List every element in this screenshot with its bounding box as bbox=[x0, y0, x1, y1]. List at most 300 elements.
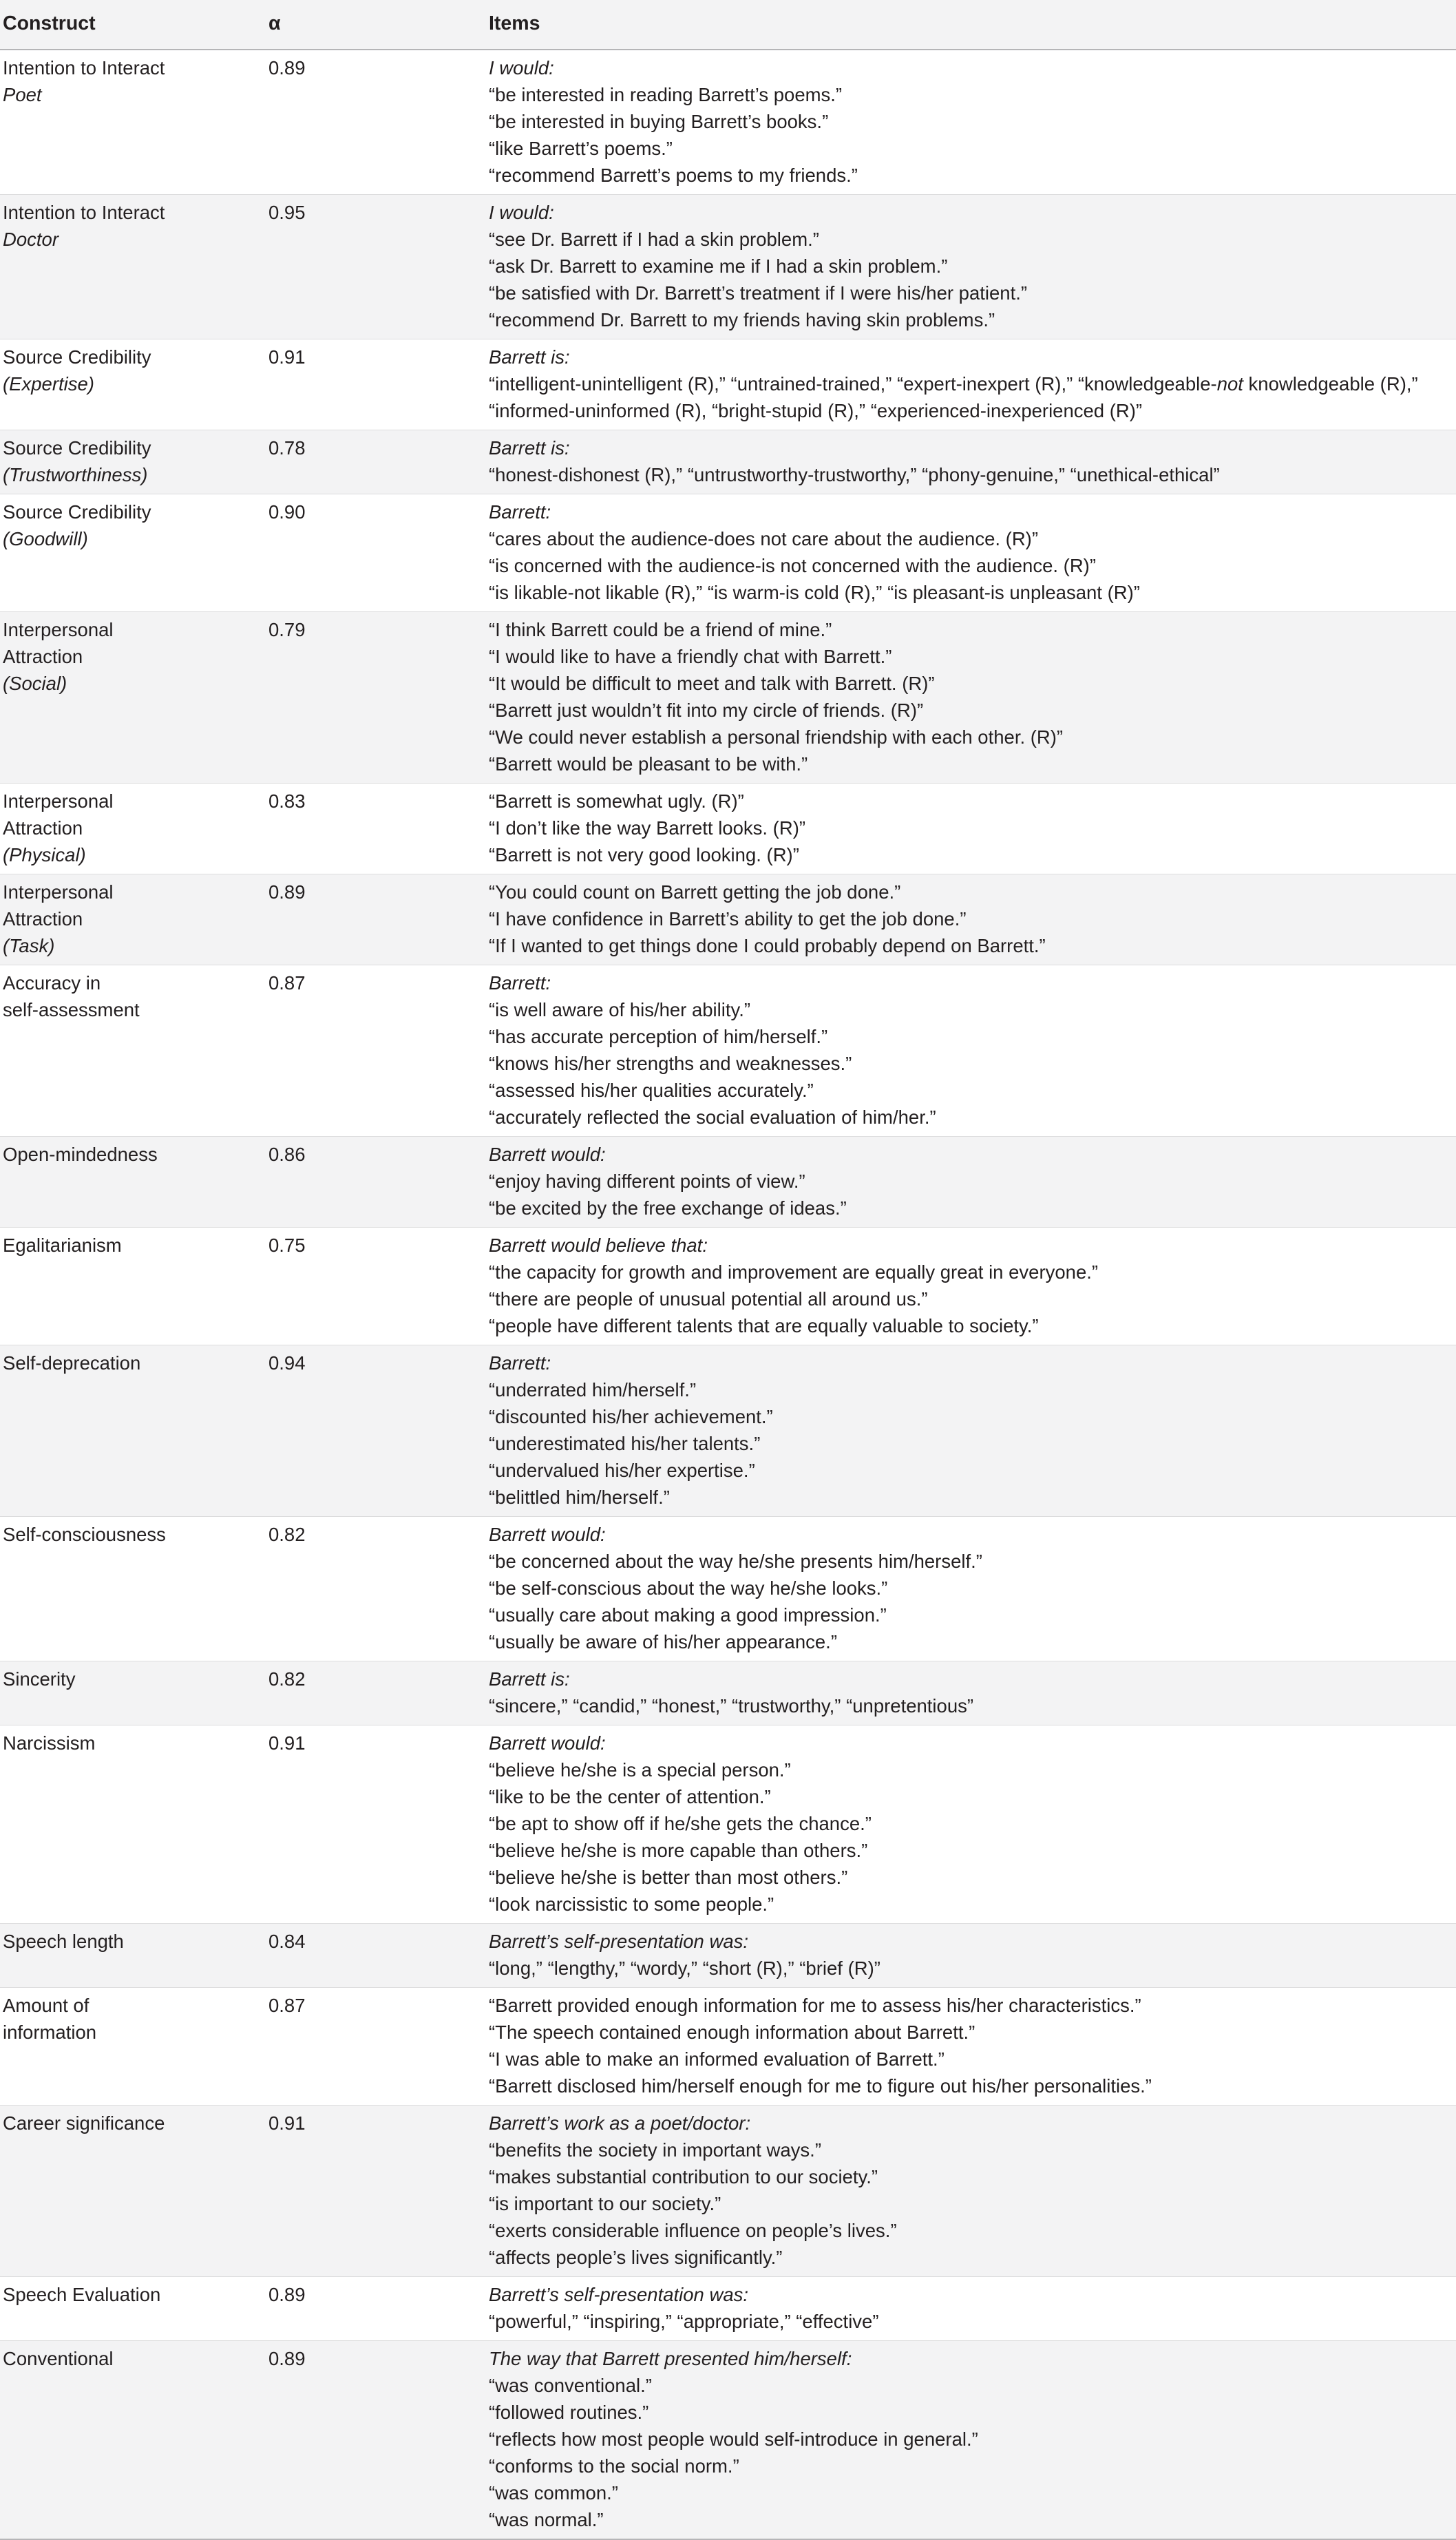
item-text: “people have different talents that are equally valuable to society.” bbox=[489, 1315, 1039, 1336]
item-line bbox=[489, 135, 1456, 162]
construct-text: Intention to Interact bbox=[3, 202, 165, 223]
item-line bbox=[489, 1350, 1456, 1376]
construct-cell bbox=[0, 494, 268, 612]
items-cell bbox=[489, 1517, 1456, 1661]
item-text: “ask Dr. Barrett to examine me if I had a skin problem.” bbox=[489, 255, 948, 277]
table-row bbox=[0, 494, 1456, 612]
construct-text: Interpersonal bbox=[3, 619, 114, 640]
construct-line bbox=[3, 1521, 260, 1548]
item-text: “cares about the audience-does not care about the audience. (R)” bbox=[489, 528, 1038, 549]
alpha-cell: 0.83 bbox=[268, 784, 489, 874]
item-text: The way that Barrett presented him/herself: bbox=[489, 2348, 852, 2369]
item-text: “recommend Dr. Barrett to my friends having skin problems.” bbox=[489, 309, 995, 330]
item-line bbox=[489, 54, 1456, 81]
table-row bbox=[0, 784, 1456, 874]
items-cell bbox=[489, 1725, 1456, 1924]
construct-text: Source Credibility bbox=[3, 346, 151, 368]
items-cell bbox=[489, 2106, 1456, 2277]
item-text: “We could never establish a personal friendship with each other. (R)” bbox=[489, 726, 1064, 748]
construct-text: information bbox=[3, 2022, 97, 2043]
construct-text: Amount of bbox=[3, 1995, 89, 2016]
items-cell bbox=[489, 784, 1456, 874]
construct-cell bbox=[0, 1988, 268, 2106]
item-text: “makes substantial contribution to our society.” bbox=[489, 2166, 878, 2187]
table-row bbox=[0, 1345, 1456, 1517]
item-text: “conforms to the social norm.” bbox=[489, 2455, 739, 2477]
construct-text: Egalitarianism bbox=[3, 1235, 122, 1256]
item-line bbox=[489, 552, 1456, 579]
item-text: “You could count on Barrett getting the job done.” bbox=[489, 881, 901, 903]
header-alpha: α bbox=[268, 0, 489, 50]
item-text: Barrett is: bbox=[489, 346, 570, 368]
table-row bbox=[0, 1137, 1456, 1228]
construct-line bbox=[3, 1992, 260, 2019]
item-text: “sincere,” “candid,” “honest,” “trustworthy,” “unpretentious” bbox=[489, 1695, 974, 1717]
item-line bbox=[489, 226, 1456, 253]
construct-cell bbox=[0, 965, 268, 1137]
item-line bbox=[489, 1376, 1456, 1403]
item-line bbox=[489, 1195, 1456, 1221]
item-line bbox=[489, 253, 1456, 280]
construct-line bbox=[3, 498, 260, 525]
alpha-cell: 0.90 bbox=[268, 494, 489, 612]
item-line bbox=[489, 579, 1456, 606]
item-text: I would: bbox=[489, 202, 554, 223]
table-row bbox=[0, 195, 1456, 339]
construct-text: Interpersonal bbox=[3, 881, 114, 903]
item-line bbox=[489, 2399, 1456, 2426]
construct-text: (Physical) bbox=[3, 844, 86, 865]
alpha-cell: 0.89 bbox=[268, 2277, 489, 2341]
item-text: “enjoy having different points of view.” bbox=[489, 1171, 805, 1192]
item-line bbox=[489, 1955, 1456, 1982]
items-cell bbox=[489, 1137, 1456, 1228]
item-line bbox=[489, 724, 1456, 751]
item-line bbox=[489, 1232, 1456, 1259]
construct-line bbox=[3, 969, 260, 996]
construct-text: (Goodwill) bbox=[3, 528, 88, 549]
item-text: Barrett: bbox=[489, 972, 551, 994]
construct-cell bbox=[0, 339, 268, 430]
items-cell bbox=[489, 50, 1456, 195]
alpha-cell: 0.91 bbox=[268, 2106, 489, 2277]
item-text: “there are people of unusual potential all around us.” bbox=[489, 1288, 928, 1310]
table-row bbox=[0, 339, 1456, 430]
item-line bbox=[489, 932, 1456, 959]
item-text: “was common.” bbox=[489, 2482, 618, 2504]
item-text: “affects people’s lives significantly.” bbox=[489, 2247, 783, 2268]
item-text: “discounted his/her achievement.” bbox=[489, 1406, 773, 1427]
item-line bbox=[489, 616, 1456, 643]
table-row bbox=[0, 1661, 1456, 1725]
item-text: “accurately reflected the social evaluation of him/her.” bbox=[489, 1106, 936, 1128]
item-line bbox=[489, 1783, 1456, 1810]
alpha-cell: 0.91 bbox=[268, 339, 489, 430]
item-text: “I don’t like the way Barrett looks. (R)” bbox=[489, 817, 806, 839]
items-cell bbox=[489, 1661, 1456, 1725]
item-line bbox=[489, 1023, 1456, 1050]
construct-text: Conventional bbox=[3, 2348, 114, 2369]
item-text: “recommend Barrett’s poems to my friends.” bbox=[489, 165, 858, 186]
construct-line bbox=[3, 1730, 260, 1756]
item-text: “be apt to show off if he/she gets the chance.” bbox=[489, 1813, 872, 1834]
table-row bbox=[0, 1517, 1456, 1661]
item-line bbox=[489, 969, 1456, 996]
item-line bbox=[489, 461, 1456, 488]
item-text: “exerts considerable influence on people’s lives.” bbox=[489, 2220, 897, 2241]
construct-line bbox=[3, 670, 260, 697]
item-text: “is well aware of his/her ability.” bbox=[489, 999, 751, 1020]
items-cell bbox=[489, 1988, 1456, 2106]
item-line bbox=[489, 2479, 1456, 2506]
item-line bbox=[489, 1602, 1456, 1628]
item-line bbox=[489, 841, 1456, 868]
item-line bbox=[489, 1104, 1456, 1131]
item-line bbox=[489, 1312, 1456, 1339]
table-row bbox=[0, 1924, 1456, 1988]
item-line bbox=[489, 199, 1456, 226]
construct-line bbox=[3, 226, 260, 253]
item-line bbox=[489, 2072, 1456, 2099]
alpha-cell: 0.78 bbox=[268, 430, 489, 494]
item-line bbox=[489, 2110, 1456, 2137]
item-text: “If I wanted to get things done I could probably depend on Barrett.” bbox=[489, 935, 1046, 956]
construct-line bbox=[3, 2110, 260, 2137]
item-text: Barrett would: bbox=[489, 1732, 606, 1754]
item-line bbox=[489, 751, 1456, 777]
item-line bbox=[489, 108, 1456, 135]
item-text: “I was able to make an informed evaluation of Barrett.” bbox=[489, 2048, 945, 2070]
item-text: “look narcissistic to some people.” bbox=[489, 1893, 774, 1915]
item-line bbox=[489, 1430, 1456, 1457]
table-header bbox=[0, 0, 1456, 50]
item-line bbox=[489, 815, 1456, 841]
item-line bbox=[489, 643, 1456, 670]
item-text: “followed routines.” bbox=[489, 2402, 649, 2423]
item-line bbox=[489, 2281, 1456, 2308]
item-text: “I think Barrett could be a friend of mine.” bbox=[489, 619, 832, 640]
item-text: “be interested in reading Barrett’s poems.” bbox=[489, 84, 843, 105]
construct-cell bbox=[0, 1517, 268, 1661]
item-text: Barrett’s self-presentation was: bbox=[489, 1931, 749, 1952]
construct-text: (Social) bbox=[3, 673, 67, 694]
item-text: Barrett would believe that: bbox=[489, 1235, 708, 1256]
alpha-cell: 0.87 bbox=[268, 965, 489, 1137]
item-line bbox=[489, 2244, 1456, 2271]
table-row bbox=[0, 874, 1456, 965]
items-cell bbox=[489, 430, 1456, 494]
items-cell bbox=[489, 339, 1456, 430]
construct-cell bbox=[0, 874, 268, 965]
table-row bbox=[0, 2106, 1456, 2277]
construct-cell bbox=[0, 784, 268, 874]
item-line bbox=[489, 2019, 1456, 2046]
construct-cell bbox=[0, 2277, 268, 2341]
item-line bbox=[489, 2426, 1456, 2453]
item-text: I would: bbox=[489, 57, 554, 78]
construct-line bbox=[3, 996, 260, 1023]
construct-line bbox=[3, 932, 260, 959]
item-line bbox=[489, 162, 1456, 189]
item-text: “long,” “lengthy,” “wordy,” “short (R),” “brief (R)” bbox=[489, 1958, 880, 1979]
item-text: Barrett is: bbox=[489, 1668, 570, 1690]
construct-cell bbox=[0, 430, 268, 494]
alpha-cell: 0.89 bbox=[268, 50, 489, 195]
construct-line bbox=[3, 2281, 260, 2308]
item-text: “is concerned with the audience-is not concerned with the audience. (R)” bbox=[489, 555, 1097, 576]
alpha-cell: 0.79 bbox=[268, 612, 489, 784]
alpha-cell: 0.87 bbox=[268, 1988, 489, 2106]
item-line bbox=[489, 1692, 1456, 1719]
construct-cell bbox=[0, 50, 268, 195]
construct-text: Attraction bbox=[3, 646, 83, 667]
item-text: knowledgeable (R),” bbox=[1243, 373, 1418, 395]
item-text: “underrated him/herself.” bbox=[489, 1379, 697, 1400]
item-text: “assessed his/her qualities accurately.” bbox=[489, 1080, 814, 1101]
item-line bbox=[489, 788, 1456, 815]
construct-line bbox=[3, 2345, 260, 2372]
item-text: “Barrett just wouldn’t fit into my circle of friends. (R)” bbox=[489, 700, 924, 721]
item-line bbox=[489, 2137, 1456, 2163]
items-cell bbox=[489, 874, 1456, 965]
construct-line bbox=[3, 1232, 260, 1259]
construct-line bbox=[3, 788, 260, 815]
construct-text: Narcissism bbox=[3, 1732, 96, 1754]
construct-cell bbox=[0, 2341, 268, 2540]
construct-text: Self-consciousness bbox=[3, 1524, 166, 1545]
construct-text: Interpersonal bbox=[3, 790, 114, 812]
item-line bbox=[489, 1521, 1456, 1548]
item-text: “the capacity for growth and improvement are equally great in everyone.” bbox=[489, 1261, 1099, 1283]
table-row bbox=[0, 2341, 1456, 2540]
header-row bbox=[0, 0, 1456, 50]
construct-cell bbox=[0, 1661, 268, 1725]
items-cell bbox=[489, 494, 1456, 612]
construct-line bbox=[3, 1928, 260, 1955]
item-line bbox=[489, 280, 1456, 306]
construct-text: Open-mindedness bbox=[3, 1144, 158, 1165]
item-text: “honest-dishonest (R),” “untrustworthy-trustworthy,” “phony-genuine,” “unethical-ethical” bbox=[489, 464, 1220, 485]
item-line bbox=[489, 1864, 1456, 1891]
construct-text: Self-deprecation bbox=[3, 1352, 141, 1374]
item-text: “Barrett provided enough information for me to assess his/her characteristics.” bbox=[489, 1995, 1141, 2016]
item-text: “reflects how most people would self-introduce in general.” bbox=[489, 2428, 978, 2450]
construct-text: Career significance bbox=[3, 2112, 165, 2134]
construct-line bbox=[3, 344, 260, 370]
item-line bbox=[489, 1403, 1456, 1430]
item-text: “be self-conscious about the way he/she looks.” bbox=[489, 1577, 888, 1599]
construct-text: Doctor bbox=[3, 229, 59, 250]
table-row bbox=[0, 1988, 1456, 2106]
item-line bbox=[489, 1575, 1456, 1602]
item-line bbox=[489, 2308, 1456, 2335]
table-row bbox=[0, 2277, 1456, 2341]
item-line bbox=[489, 1168, 1456, 1195]
construct-cell bbox=[0, 1924, 268, 1988]
construct-line bbox=[3, 1350, 260, 1376]
construct-text: Attraction bbox=[3, 817, 83, 839]
construct-cell bbox=[0, 195, 268, 339]
item-text: Barrett’s self-presentation was: bbox=[489, 2284, 749, 2305]
alpha-cell: 0.95 bbox=[268, 195, 489, 339]
alpha-cell: 0.89 bbox=[268, 2341, 489, 2540]
item-text: “was conventional.” bbox=[489, 2375, 652, 2396]
table-row bbox=[0, 430, 1456, 494]
item-text: Barrett would: bbox=[489, 1144, 606, 1165]
item-line bbox=[489, 2190, 1456, 2217]
construct-text: Sincerity bbox=[3, 1668, 76, 1690]
item-text: “believe he/she is a special person.” bbox=[489, 1759, 791, 1781]
table-row bbox=[0, 965, 1456, 1137]
item-text: “has accurate perception of him/herself.” bbox=[489, 1026, 828, 1047]
item-text: “is important to our society.” bbox=[489, 2193, 721, 2214]
construct-cell bbox=[0, 1345, 268, 1517]
item-text: “believe he/she is more capable than others.” bbox=[489, 1840, 868, 1861]
construct-cell bbox=[0, 1725, 268, 1924]
item-text: “Barrett is somewhat ugly. (R)” bbox=[489, 790, 744, 812]
item-line bbox=[489, 397, 1456, 424]
construct-line bbox=[3, 643, 260, 670]
item-text: Barrett is: bbox=[489, 437, 570, 459]
construct-line bbox=[3, 54, 260, 81]
alpha-cell: 0.91 bbox=[268, 1725, 489, 1924]
item-text: not bbox=[1216, 373, 1243, 395]
item-text: “believe he/she is better than most others.” bbox=[489, 1867, 848, 1888]
construct-text: Intention to Interact bbox=[3, 57, 165, 78]
item-text: “was normal.” bbox=[489, 2509, 604, 2530]
construct-line bbox=[3, 905, 260, 932]
item-text: “I would like to have a friendly chat with Barrett.” bbox=[489, 646, 892, 667]
table-row bbox=[0, 612, 1456, 784]
alpha-cell: 0.86 bbox=[268, 1137, 489, 1228]
items-cell bbox=[489, 2341, 1456, 2540]
construct-text: Accuracy in bbox=[3, 972, 101, 994]
item-line bbox=[489, 1259, 1456, 1285]
construct-line bbox=[3, 461, 260, 488]
item-line bbox=[489, 1457, 1456, 1484]
table-row bbox=[0, 1725, 1456, 1924]
construct-line bbox=[3, 616, 260, 643]
item-line bbox=[489, 670, 1456, 697]
item-text: “usually care about making a good impression.” bbox=[489, 1604, 887, 1626]
item-line bbox=[489, 879, 1456, 905]
item-line bbox=[489, 1050, 1456, 1077]
alpha-cell: 0.89 bbox=[268, 874, 489, 965]
item-line bbox=[489, 306, 1456, 333]
table-body bbox=[0, 50, 1456, 2539]
item-line bbox=[489, 1077, 1456, 1104]
item-line bbox=[489, 81, 1456, 108]
header-items: Items bbox=[489, 0, 1456, 50]
item-text: “intelligent-unintelligent (R),” “untrained-trained,” “expert-inexpert (R),” “knowledgeable- bbox=[489, 373, 1217, 395]
item-line bbox=[489, 1837, 1456, 1864]
item-line bbox=[489, 2345, 1456, 2372]
construct-line bbox=[3, 434, 260, 461]
alpha-cell: 0.84 bbox=[268, 1924, 489, 1988]
item-line bbox=[489, 1928, 1456, 1955]
item-line bbox=[489, 905, 1456, 932]
item-text: “Barrett is not very good looking. (R)” bbox=[489, 844, 799, 865]
item-line bbox=[489, 2163, 1456, 2190]
item-line bbox=[489, 2453, 1456, 2479]
construct-line bbox=[3, 81, 260, 108]
construct-line bbox=[3, 879, 260, 905]
item-line bbox=[489, 1141, 1456, 1168]
items-cell bbox=[489, 965, 1456, 1137]
item-text: “The speech contained enough information about Barrett.” bbox=[489, 2022, 975, 2043]
item-line bbox=[489, 344, 1456, 370]
items-cell bbox=[489, 1345, 1456, 1517]
construct-cell bbox=[0, 2106, 268, 2277]
item-text: “be satisfied with Dr. Barrett’s treatment if I were his/her patient.” bbox=[489, 282, 1028, 304]
construct-cell bbox=[0, 1137, 268, 1228]
items-cell bbox=[489, 195, 1456, 339]
item-text: “It would be difficult to meet and talk with Barrett. (R)” bbox=[489, 673, 935, 694]
alpha-cell: 0.75 bbox=[268, 1228, 489, 1345]
construct-text: (Trustworthiness) bbox=[3, 464, 148, 485]
item-text: “is likable-not likable (R),” “is warm-is cold (R),” “is pleasant-is unpleasant (R)” bbox=[489, 582, 1140, 603]
item-line bbox=[489, 1548, 1456, 1575]
item-line bbox=[489, 370, 1456, 397]
table-row bbox=[0, 50, 1456, 195]
item-line bbox=[489, 1730, 1456, 1756]
construct-text: Source Credibility bbox=[3, 437, 151, 459]
construct-line bbox=[3, 1141, 260, 1168]
item-line bbox=[489, 525, 1456, 552]
item-line bbox=[489, 1484, 1456, 1511]
construct-line bbox=[3, 370, 260, 397]
item-line bbox=[489, 697, 1456, 724]
construct-line bbox=[3, 199, 260, 226]
item-text: “Barrett would be pleasant to be with.” bbox=[489, 753, 808, 775]
items-cell bbox=[489, 612, 1456, 784]
construct-line bbox=[3, 815, 260, 841]
item-text: Barrett would: bbox=[489, 1524, 606, 1545]
item-text: “informed-uninformed (R), “bright-stupid (R),” “experienced-inexperienced (R)” bbox=[489, 400, 1143, 421]
item-text: “I have confidence in Barrett’s ability to get the job done.” bbox=[489, 908, 967, 930]
item-text: “be concerned about the way he/she presents him/herself.” bbox=[489, 1551, 982, 1572]
item-text: “Barrett disclosed him/herself enough for me to figure out his/her personalities.” bbox=[489, 2075, 1152, 2097]
construct-text: (Task) bbox=[3, 935, 55, 956]
items-cell bbox=[489, 1924, 1456, 1988]
construct-line bbox=[3, 2019, 260, 2046]
item-line bbox=[489, 1810, 1456, 1837]
header-construct: Construct bbox=[0, 0, 268, 50]
construct-text: Speech length bbox=[3, 1931, 124, 1952]
item-line bbox=[489, 1628, 1456, 1655]
construct-text: Source Credibility bbox=[3, 501, 151, 523]
item-text: Barrett’s work as a poet/doctor: bbox=[489, 2112, 751, 2134]
item-line bbox=[489, 1756, 1456, 1783]
construct-text: self-assessment bbox=[3, 999, 140, 1020]
item-line bbox=[489, 1285, 1456, 1312]
item-line bbox=[489, 434, 1456, 461]
construct-text: Attraction bbox=[3, 908, 83, 930]
item-line bbox=[489, 2217, 1456, 2244]
item-text: “like Barrett’s poems.” bbox=[489, 138, 673, 159]
item-text: “be excited by the free exchange of ideas.” bbox=[489, 1197, 847, 1219]
item-text: “usually be aware of his/her appearance.” bbox=[489, 1631, 837, 1652]
item-line bbox=[489, 1891, 1456, 1918]
item-line bbox=[489, 1992, 1456, 2019]
item-text: “powerful,” “inspiring,” “appropriate,” “effective” bbox=[489, 2311, 879, 2332]
alpha-cell: 0.94 bbox=[268, 1345, 489, 1517]
items-cell bbox=[489, 1228, 1456, 1345]
item-line bbox=[489, 2506, 1456, 2533]
item-text: “undervalued his/her expertise.” bbox=[489, 1460, 755, 1481]
construct-cell bbox=[0, 1228, 268, 1345]
item-text: “be interested in buying Barrett’s books.” bbox=[489, 111, 829, 132]
